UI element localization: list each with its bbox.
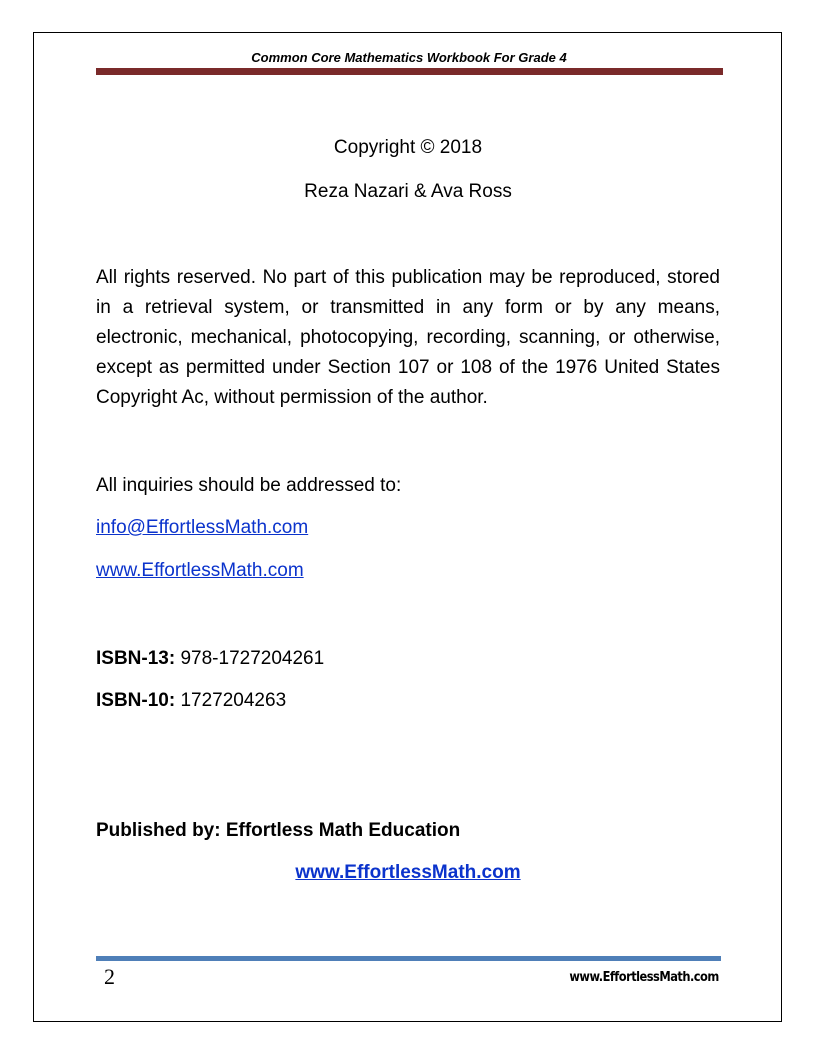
inquiries-label: All inquiries should be addressed to: <box>96 475 402 496</box>
copyright-line: Copyright © 2018 <box>333 137 483 158</box>
isbn10-line <box>96 690 286 712</box>
rights-paragraph: All rights reserved. No part of this publication may be reproduced, stored in a retrieval system, or transmitted in any form or by any means, electronic, mechanical, photocopying, recording, scanning, or otherwise, except as permitted under Section 107 or 108 of the 1976 United States Copyright Ac, without permission of the author. <box>96 267 720 408</box>
isbn10-value: 1727204263 <box>180 690 287 711</box>
isbn13-label: ISBN-13: <box>96 648 176 669</box>
footer-website: www.EffortlessMath.com <box>569 970 719 985</box>
running-header: Common Core Mathematics Workbook For Grade 4 <box>251 50 567 65</box>
isbn10-label: ISBN-10: <box>96 690 176 711</box>
publisher-website-link[interactable]: www.EffortlessMath.com <box>295 862 521 883</box>
website-link[interactable]: www.EffortlessMath.com <box>96 560 304 581</box>
publisher-label: Published by: Effortless Math Education <box>96 820 461 841</box>
footer-rule <box>96 956 721 961</box>
isbn13-line <box>96 648 324 670</box>
publisher-website-row <box>96 862 720 884</box>
email-link[interactable]: info@EffortlessMath.com <box>96 517 309 538</box>
authors-line: Reza Nazari & Ava Ross <box>304 181 512 202</box>
isbn13-value: 978-1727204261 <box>180 648 325 669</box>
header-rule <box>96 68 723 75</box>
page-number: 2 <box>104 964 115 989</box>
